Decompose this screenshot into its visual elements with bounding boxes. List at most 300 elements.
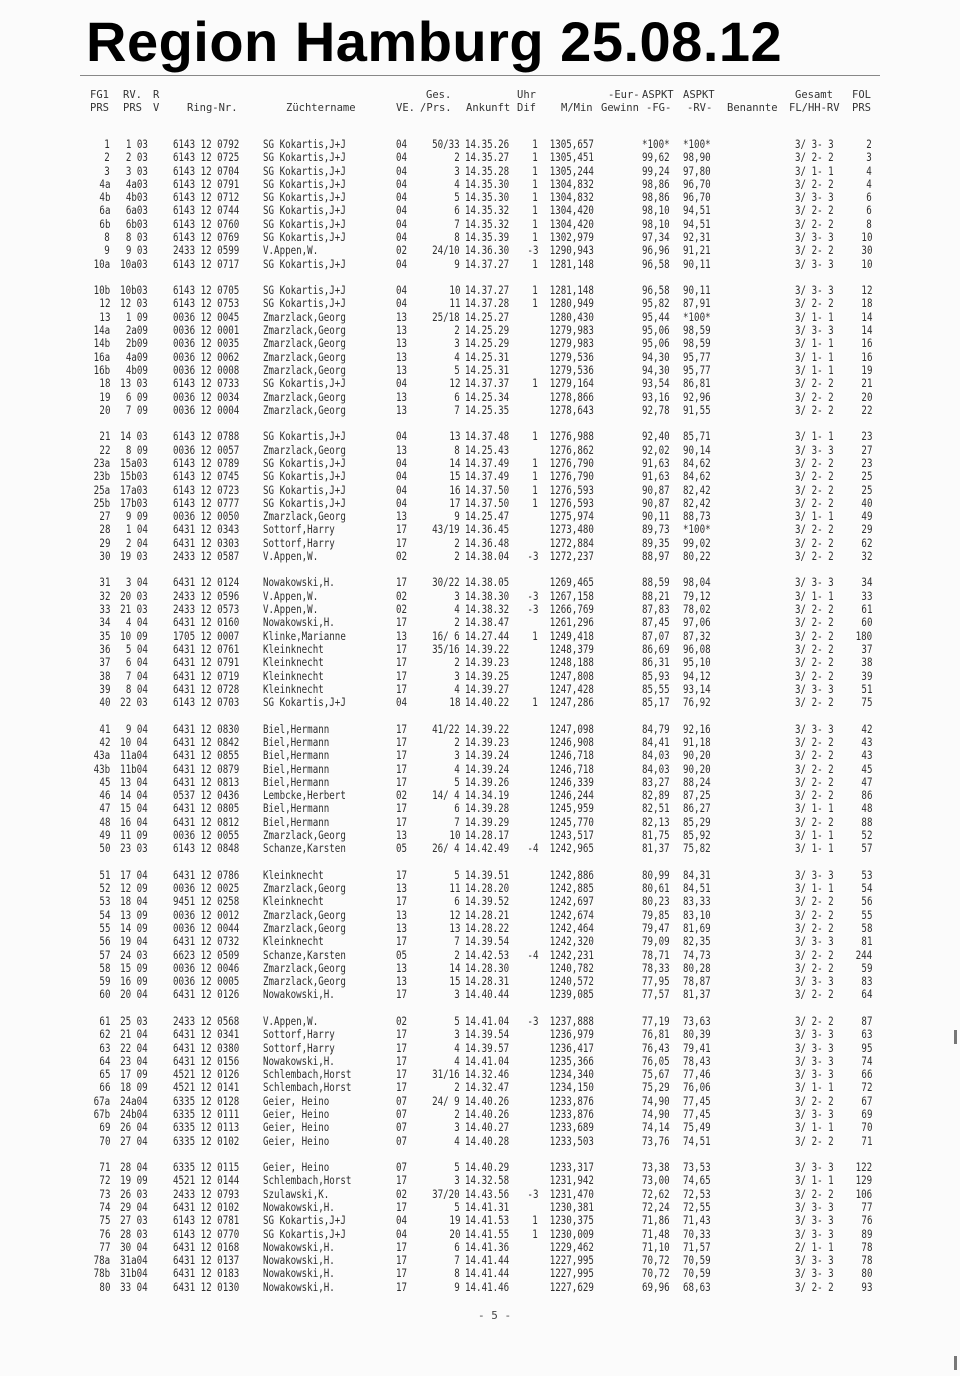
row-total: 3/ 2- 2 — [795, 789, 834, 803]
table-row — [0, 882, 960, 895]
row-aspkt-fg: 85,93 — [642, 669, 670, 683]
table-row — [0, 975, 960, 988]
row-aspkt-fg: 74,14 — [642, 1121, 670, 1135]
row-aspkt-fg: 71,86 — [642, 1214, 670, 1228]
row-aspkt-rv: 83,33 — [683, 895, 711, 909]
row-total: 3/ 2- 2 — [795, 1134, 834, 1148]
row-place: 39 — [98, 682, 110, 696]
row-place: 2 — [104, 151, 110, 165]
row-mmin: 1272,884 — [549, 536, 594, 550]
row-aspkt-rv: 75,82 — [683, 842, 711, 856]
row-rv-place: 12 03 — [120, 297, 148, 311]
row-aspkt-rv: 80,22 — [683, 549, 711, 563]
row-fol-prs: 53 — [860, 868, 872, 882]
row-breeder: SG Kokartis,J+J — [263, 377, 346, 391]
row-ring-nr: 2433 12 0568 — [173, 1014, 240, 1028]
row-total: 3/ 3- 3 — [795, 975, 834, 989]
header-prs1: PRS — [90, 102, 109, 114]
row-arrival: 14.39.29 — [465, 815, 510, 829]
row-aspkt-fg: 96,96 — [642, 244, 670, 258]
header-gewinn: Gewinn — [601, 102, 639, 114]
row-rv-place: 27 04 — [120, 1134, 148, 1148]
header-gesamt: Gesamt — [795, 89, 833, 101]
row-arrival: 14.38.47 — [465, 616, 510, 630]
row-ve: 07 — [396, 1134, 408, 1148]
row-mmin: 1247,286 — [549, 696, 594, 710]
column-header — [0, 85, 960, 119]
row-arrival: 14.28.22 — [465, 921, 510, 935]
row-place: 64 — [98, 1054, 110, 1068]
row-aspkt-fg: 92,02 — [642, 443, 670, 457]
row-mmin: 1280,949 — [549, 297, 594, 311]
row-aspkt-fg: 82,51 — [642, 802, 670, 816]
row-mmin: 1230,375 — [549, 1214, 594, 1228]
row-fol-prs: 74 — [860, 1054, 872, 1068]
row-ges-prs: 11 — [448, 297, 460, 311]
row-breeder: V.Appen,W. — [263, 589, 319, 603]
row-mmin: 1279,983 — [549, 324, 594, 338]
row-breeder: Biel,Hermann — [263, 762, 330, 776]
row-mmin: 1304,832 — [549, 191, 594, 205]
row-place: 49 — [98, 829, 110, 842]
row-ges-prs: 3 — [454, 589, 460, 603]
row-fol-prs: 64 — [860, 988, 872, 1002]
row-aspkt-fg: 90,87 — [642, 496, 670, 510]
row-dif: 1 — [532, 297, 538, 311]
row-total: 3/ 3- 3 — [795, 1108, 834, 1122]
row-mmin: 1266,769 — [549, 603, 594, 617]
row-total: 3/ 3- 3 — [795, 231, 834, 245]
row-arrival: 14.37.49 — [465, 470, 510, 484]
row-ve: 13 — [396, 961, 408, 975]
row-place: 23b — [93, 470, 110, 484]
header-ges: Ges. — [426, 89, 452, 101]
row-ring-nr: 0036 12 0035 — [173, 337, 240, 351]
table-row — [0, 510, 960, 523]
row-aspkt-rv: 88,73 — [683, 510, 711, 524]
row-dif: 1 — [532, 204, 538, 218]
row-ring-nr: 0036 12 0057 — [173, 443, 240, 457]
row-total: 3/ 2- 2 — [795, 151, 834, 165]
row-mmin: 1304,832 — [549, 177, 594, 191]
table-row — [0, 1267, 960, 1280]
row-rv-place: 21 04 — [120, 1028, 148, 1042]
row-place: 75 — [98, 1214, 110, 1228]
row-ring-nr: 6431 12 0303 — [173, 536, 240, 550]
row-fol-prs: 20 — [860, 390, 872, 404]
table-row — [0, 484, 960, 497]
row-fol-prs: 61 — [860, 603, 872, 617]
row-aspkt-rv: *100* — [683, 138, 711, 151]
row-arrival: 14.28.31 — [465, 975, 510, 989]
row-ve: 17 — [396, 1200, 408, 1214]
row-aspkt-rv: 70,33 — [683, 1227, 711, 1241]
table-row — [0, 1281, 960, 1294]
row-total: 3/ 3- 3 — [795, 868, 834, 882]
table-row — [0, 656, 960, 669]
row-ve: 13 — [396, 363, 408, 377]
row-rv-place: 17 09 — [120, 1068, 148, 1082]
row-ve: 04 — [396, 177, 408, 191]
row-aspkt-rv: 92,16 — [683, 722, 711, 736]
row-aspkt-rv: 76,92 — [683, 696, 711, 710]
row-breeder: Nowakowski,H. — [263, 1240, 335, 1254]
row-rv-place: 2a09 — [125, 324, 148, 338]
row-group-gap — [0, 271, 960, 284]
row-place: 22 — [98, 443, 110, 457]
row-ges-prs: 6 — [454, 802, 460, 816]
table-row — [0, 364, 960, 377]
row-rv-place: 22 04 — [120, 1041, 148, 1055]
row-ring-nr: 0036 12 0046 — [173, 961, 240, 975]
row-rv-place: 17a03 — [120, 483, 148, 497]
row-aspkt-rv: 77,46 — [683, 1068, 711, 1082]
row-ring-nr: 6431 12 0855 — [173, 749, 240, 763]
row-place: 77 — [98, 1240, 110, 1254]
table-row — [0, 842, 960, 855]
table-row — [0, 311, 960, 324]
row-rv-place: 10 09 — [120, 629, 148, 643]
row-arrival: 14.39.57 — [465, 1041, 510, 1055]
row-total: 3/ 1- 1 — [795, 1081, 834, 1095]
row-breeder: Zmarzlack,Georg — [263, 443, 346, 457]
row-ges-prs: 35/16 — [432, 642, 460, 656]
row-place: 59 — [98, 975, 110, 989]
row-ve: 13 — [396, 350, 408, 364]
row-rv-place: 13 03 — [120, 377, 148, 391]
header-prs2: PRS — [123, 102, 142, 114]
row-aspkt-fg: 70,72 — [642, 1254, 670, 1268]
row-aspkt-rv: 78,02 — [683, 603, 711, 617]
row-ges-prs: 9 — [454, 1280, 460, 1294]
row-ve: 13 — [396, 975, 408, 989]
row-arrival: 14.32.58 — [465, 1174, 510, 1188]
row-arrival: 14.37.48 — [465, 430, 510, 444]
row-ring-nr: 6335 12 0128 — [173, 1094, 240, 1108]
table-row — [0, 1161, 960, 1174]
row-total: 3/ 2- 2 — [795, 1094, 834, 1108]
row-breeder: Zmarzlack,Georg — [263, 882, 346, 896]
row-place: 54 — [98, 908, 110, 922]
row-breeder: Nowakowski,H. — [263, 616, 335, 630]
row-ges-prs: 2 — [454, 616, 460, 630]
row-place: 70 — [98, 1134, 110, 1148]
row-aspkt-rv: 81,37 — [683, 988, 711, 1002]
row-mmin: 1230,009 — [549, 1227, 594, 1241]
row-fol-prs: 4 — [866, 177, 872, 191]
row-total: 3/ 3- 3 — [795, 1200, 834, 1214]
row-aspkt-rv: 83,10 — [683, 908, 711, 922]
row-aspkt-fg: 88,97 — [642, 549, 670, 563]
row-aspkt-rv: 95,77 — [683, 363, 711, 377]
header-v: V — [153, 102, 160, 114]
row-fol-prs: 88 — [860, 815, 872, 829]
row-fol-prs: 75 — [860, 696, 872, 710]
row-rv-place: 2 04 — [125, 536, 148, 550]
row-rv-place: 10a03 — [120, 257, 148, 271]
row-mmin: 1280,430 — [549, 310, 594, 324]
row-ve: 04 — [396, 1227, 408, 1241]
row-aspkt-fg: 91,63 — [642, 470, 670, 484]
row-fol-prs: 58 — [860, 921, 872, 935]
row-aspkt-fg: 78,71 — [642, 948, 670, 962]
row-place: 34 — [98, 616, 110, 630]
row-fol-prs: 66 — [860, 1068, 872, 1082]
row-ring-nr: 0036 12 0044 — [173, 921, 240, 935]
row-ve: 17 — [396, 895, 408, 909]
row-ve: 17 — [396, 1054, 408, 1068]
row-arrival: 14.28.30 — [465, 961, 510, 975]
row-arrival: 14.40.28 — [465, 1134, 510, 1148]
table-row — [0, 324, 960, 337]
row-rv-place: 2b09 — [125, 337, 148, 351]
row-aspkt-fg: 76,81 — [642, 1028, 670, 1042]
row-breeder: SG Kokartis,J+J — [263, 470, 346, 484]
row-place: 78b — [93, 1267, 110, 1281]
row-ges-prs: 18 — [448, 696, 460, 710]
row-ring-nr: 6431 12 0160 — [173, 616, 240, 630]
row-rv-place: 15 09 — [120, 961, 148, 975]
row-total: 3/ 2- 2 — [795, 775, 834, 789]
table-row — [0, 391, 960, 404]
row-breeder: SG Kokartis,J+J — [263, 483, 346, 497]
row-mmin: 1240,572 — [549, 975, 594, 989]
row-breeder: Kleinknecht — [263, 669, 324, 683]
table-row — [0, 1042, 960, 1055]
row-aspkt-rv: 84,51 — [683, 882, 711, 896]
row-mmin: 1246,244 — [549, 789, 594, 803]
table-row — [0, 470, 960, 483]
row-arrival: 14.41.44 — [465, 1254, 510, 1268]
row-breeder: SG Kokartis,J+J — [263, 164, 346, 178]
table-row — [0, 1028, 960, 1041]
row-ges-prs: 25/18 — [432, 310, 460, 324]
table-row — [0, 337, 960, 350]
row-mmin: 1305,657 — [549, 138, 594, 151]
row-ges-prs: 2 — [454, 549, 460, 563]
table-row — [0, 789, 960, 802]
row-aspkt-fg: 79,47 — [642, 921, 670, 935]
row-breeder: Biel,Hermann — [263, 722, 330, 736]
row-rv-place: 15a03 — [120, 456, 148, 470]
row-aspkt-fg: 79,85 — [642, 908, 670, 922]
row-arrival: 14.40.27 — [465, 1121, 510, 1135]
row-fol-prs: 47 — [860, 775, 872, 789]
row-mmin: 1290,943 — [549, 244, 594, 258]
table-row — [0, 630, 960, 643]
table-row — [0, 1228, 960, 1241]
row-arrival: 14.41.04 — [465, 1014, 510, 1028]
row-arrival: 14.25.27 — [465, 310, 510, 324]
row-fol-prs: 80 — [860, 1267, 872, 1281]
row-aspkt-fg: *100* — [642, 138, 670, 151]
table-row — [0, 869, 960, 882]
row-aspkt-rv: 73,63 — [683, 1014, 711, 1028]
row-rv-place: 2 03 — [125, 151, 148, 165]
row-arrival: 14.32.46 — [465, 1068, 510, 1082]
row-dif: 1 — [532, 1214, 538, 1228]
row-total: 3/ 1- 1 — [795, 337, 834, 351]
row-ve: 04 — [396, 191, 408, 205]
row-aspkt-fg: 95,44 — [642, 310, 670, 324]
row-aspkt-fg: 87,45 — [642, 616, 670, 630]
header-aspkt-rv: ASPKT — [683, 89, 715, 101]
row-ring-nr: 6431 12 0341 — [173, 1028, 240, 1042]
row-total: 3/ 2- 2 — [795, 988, 834, 1002]
row-fol-prs: 95 — [860, 1041, 872, 1055]
row-ges-prs: 30/22 — [432, 576, 460, 590]
row-breeder: Zmarzlack,Georg — [263, 921, 346, 935]
row-aspkt-fg: 88,59 — [642, 576, 670, 590]
row-breeder: Kleinknecht — [263, 682, 324, 696]
row-place: 58 — [98, 961, 110, 975]
table-row — [0, 816, 960, 829]
row-ges-prs: 5 — [454, 868, 460, 882]
row-ring-nr: 6431 12 0812 — [173, 815, 240, 829]
row-aspkt-rv: 93,14 — [683, 682, 711, 696]
table-row — [0, 351, 960, 364]
row-ges-prs: 9 — [454, 510, 460, 524]
row-aspkt-fg: 91,63 — [642, 456, 670, 470]
row-arrival: 14.39.24 — [465, 749, 510, 763]
row-ve: 17 — [396, 1240, 408, 1254]
row-breeder: Biel,Hermann — [263, 735, 330, 749]
row-breeder: Zmarzlack,Georg — [263, 403, 346, 417]
row-fol-prs: 72 — [860, 1081, 872, 1095]
row-breeder: Nowakowski,H. — [263, 1054, 335, 1068]
row-aspkt-rv: *100* — [683, 310, 711, 324]
row-breeder: Nowakowski,H. — [263, 1200, 335, 1214]
row-aspkt-fg: 99,24 — [642, 164, 670, 178]
row-mmin: 1245,959 — [549, 802, 594, 816]
row-mmin: 1242,674 — [549, 908, 594, 922]
row-aspkt-fg: 86,69 — [642, 642, 670, 656]
row-arrival: 14.28.20 — [465, 882, 510, 896]
row-aspkt-rv: 90,20 — [683, 749, 711, 763]
row-fol-prs: 32 — [860, 549, 872, 563]
table-row — [0, 497, 960, 510]
row-ve: 17 — [396, 576, 408, 590]
row-ve: 17 — [396, 616, 408, 630]
row-ve: 13 — [396, 443, 408, 457]
row-ges-prs: 24/10 — [432, 244, 460, 258]
row-fol-prs: 60 — [860, 616, 872, 630]
row-total: 3/ 3- 3 — [795, 443, 834, 457]
row-place: 50 — [98, 842, 110, 856]
row-breeder: Nowakowski,H. — [263, 988, 335, 1002]
row-mmin: 1304,420 — [549, 204, 594, 218]
row-rv-place: 26 03 — [120, 1187, 148, 1201]
row-place: 18 — [98, 377, 110, 391]
row-ve: 17 — [396, 749, 408, 763]
row-aspkt-rv: 90,20 — [683, 762, 711, 776]
row-place: 51 — [98, 868, 110, 882]
row-rv-place: 1 04 — [125, 523, 148, 537]
row-aspkt-rv: 75,49 — [683, 1121, 711, 1135]
row-ve: 13 — [396, 403, 408, 417]
row-aspkt-rv: 96,70 — [683, 177, 711, 191]
row-rv-place: 8 09 — [125, 443, 148, 457]
row-mmin: 1279,536 — [549, 350, 594, 364]
row-dif: -3 — [526, 549, 538, 563]
table-row — [0, 191, 960, 204]
row-mmin: 1245,770 — [549, 815, 594, 829]
row-fol-prs: 69 — [860, 1108, 872, 1122]
row-rv-place: 20 04 — [120, 988, 148, 1002]
row-ges-prs: 7 — [454, 403, 460, 417]
row-ges-prs: 5 — [454, 775, 460, 789]
row-breeder: Sottorf,Harry — [263, 1041, 335, 1055]
row-fol-prs: 2 — [866, 138, 872, 151]
row-aspkt-fg: 72,24 — [642, 1200, 670, 1214]
row-mmin: 1302,979 — [549, 231, 594, 245]
row-place: 38 — [98, 669, 110, 683]
row-mmin: 1242,231 — [549, 948, 594, 962]
row-arrival: 14.39.23 — [465, 735, 510, 749]
row-breeder: Geier, Heino — [263, 1121, 330, 1135]
row-fol-prs: 43 — [860, 735, 872, 749]
row-arrival: 14.43.56 — [465, 1187, 510, 1201]
row-fol-prs: 19 — [860, 363, 872, 377]
row-total: 3/ 3- 3 — [795, 1041, 834, 1055]
row-place: 31 — [98, 576, 110, 590]
table-row — [0, 404, 960, 417]
row-ges-prs: 13 — [448, 430, 460, 444]
row-arrival: 14.41.46 — [465, 1280, 510, 1294]
row-rv-place: 11 09 — [120, 829, 148, 842]
row-breeder: Geier, Heino — [263, 1108, 330, 1122]
row-total: 3/ 3- 3 — [795, 935, 834, 949]
row-aspkt-fg: 74,90 — [642, 1108, 670, 1122]
row-total: 3/ 2- 2 — [795, 549, 834, 563]
row-dif: -3 — [526, 589, 538, 603]
row-ring-nr: 6143 12 0788 — [173, 430, 240, 444]
row-ges-prs: 7 — [454, 815, 460, 829]
row-place: 48 — [98, 815, 110, 829]
row-mmin: 1233,317 — [549, 1161, 594, 1175]
row-ring-nr: 0036 12 0025 — [173, 882, 240, 896]
row-arrival: 14.25.34 — [465, 390, 510, 404]
row-ring-nr: 6143 12 0745 — [173, 470, 240, 484]
header-zuechter: Züchtername — [286, 102, 356, 114]
row-ve: 17 — [396, 935, 408, 949]
row-ve: 17 — [396, 1174, 408, 1188]
row-ges-prs: 4 — [454, 1041, 460, 1055]
row-aspkt-rv: 96,70 — [683, 191, 711, 205]
row-ve: 17 — [396, 762, 408, 776]
row-rv-place: 5 04 — [125, 642, 148, 656]
row-fol-prs: 14 — [860, 310, 872, 324]
table-row — [0, 1201, 960, 1214]
row-aspkt-fg: 76,43 — [642, 1041, 670, 1055]
row-ges-prs: 6 — [454, 204, 460, 218]
row-ring-nr: 6143 12 0723 — [173, 483, 240, 497]
row-aspkt-fg: 77,57 — [642, 988, 670, 1002]
row-total: 3/ 3- 3 — [795, 1068, 834, 1082]
row-dif: -3 — [526, 1187, 538, 1201]
row-fol-prs: 42 — [860, 722, 872, 736]
row-arrival: 14.28.21 — [465, 908, 510, 922]
row-aspkt-rv: 94,51 — [683, 204, 711, 218]
row-aspkt-rv: 77,45 — [683, 1094, 711, 1108]
row-mmin: 1227,995 — [549, 1254, 594, 1268]
table-row — [0, 284, 960, 297]
row-rv-place: 22 03 — [120, 696, 148, 710]
row-ges-prs: 7 — [454, 217, 460, 231]
row-ve: 17 — [396, 1041, 408, 1055]
row-aspkt-rv: 84,62 — [683, 470, 711, 484]
row-ve: 04 — [396, 257, 408, 271]
